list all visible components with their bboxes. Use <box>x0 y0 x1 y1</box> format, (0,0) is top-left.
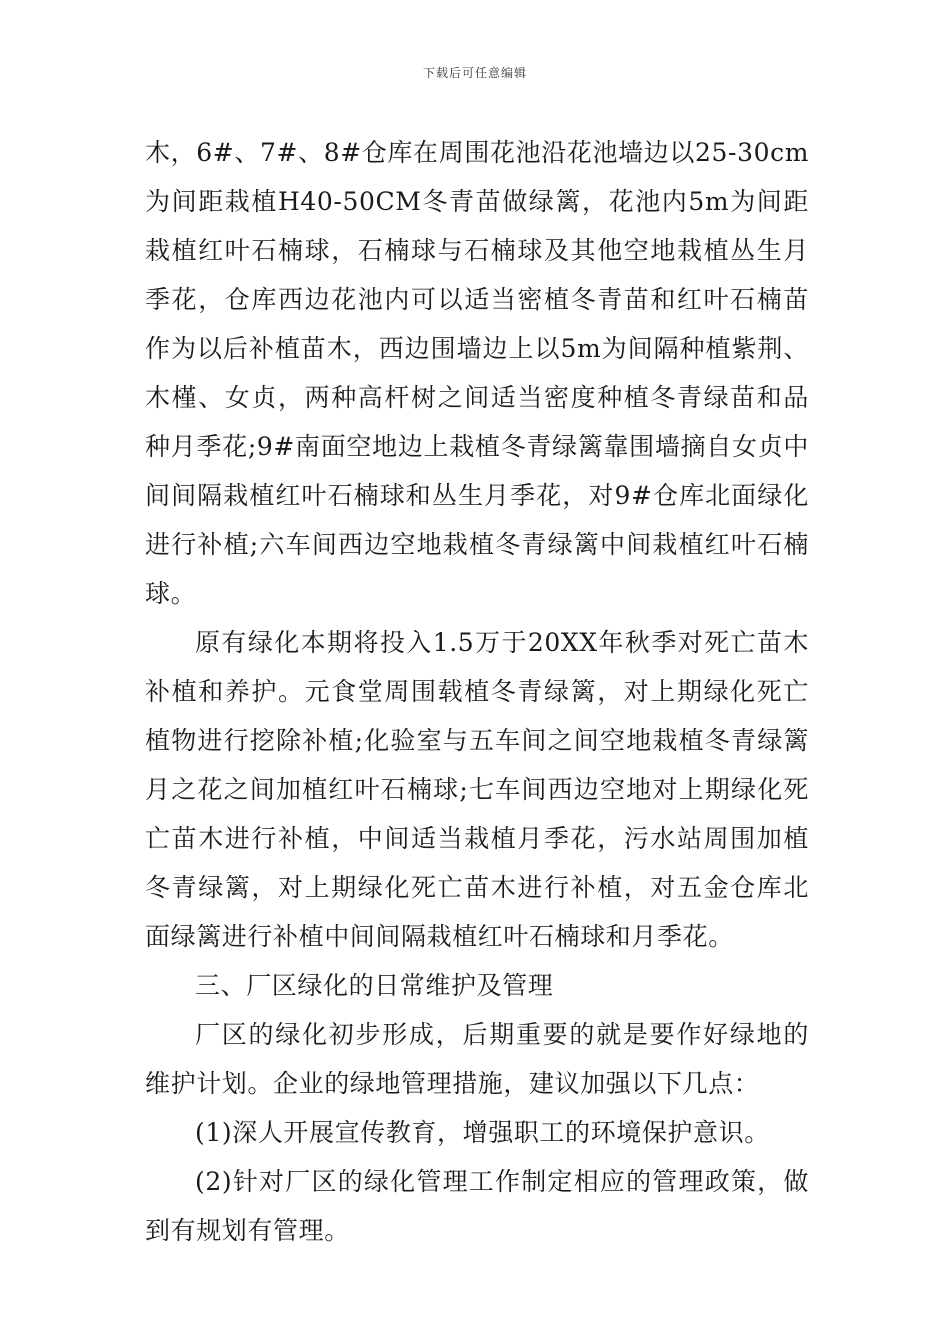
document-body <box>145 128 809 1255</box>
page-header: 下载后可任意编辑 <box>422 66 527 80</box>
list-item-2: (2)针对厂区的绿化管理工作制定相应的管理政策，做到有规划有管理。 <box>145 1167 809 1245</box>
list-item-1: (1)深人开展宣传教育，增强职工的环境保护意识。 <box>195 1118 770 1147</box>
paragraph-continued: 木，6#、7#、8#仓库在周围花池沿花池墙边以25-30cm为间距栽植H40-50CM冬青苗做绿篱，花池内5m为间距栽植红叶石楠球，石楠球与石楠球及其他空地栽植丛生月季花，仓库西边花池内可以适当密植冬青苗和红叶石楠苗作为以后补植苗木，西边围墙边上以5m为间隔种植紫荆、木槿、女贞，两种高杆树之间适当密度种植冬青绿苗和品种月季花;9#南面空地边上栽植冬青绿篱靠围墙摘自女贞中间间隔栽植红叶石楠球和丛生月季花，对9#仓库北面绿化进行补植;六车间西边空地栽植冬青绿篱中间栽植红叶石楠球。 <box>145 138 809 608</box>
paragraph-maintenance-plan: 厂区的绿化初步形成，后期重要的就是要作好绿地的维护计划。企业的绿地管理措施，建议加强以下几点： <box>145 1020 809 1098</box>
section-heading: 三、厂区绿化的日常维护及管理 <box>195 971 554 1000</box>
paragraph-original-greening: 原有绿化本期将投入1.5万于20XX年秋季对死亡苗木补植和养护。元食堂周围载植冬青绿篱，对上期绿化死亡植物进行挖除补植;化验室与五车间之间空地栽植冬青绿篱月之花之间加植红叶石楠球;七车间西边空地对上期绿化死亡苗木进行补植，中间适当栽植月季花，污水站周围加植冬青绿篱，对上期绿化死亡苗木进行补植，对五金仓库北面绿篱进行补植中间间隔栽植红叶石楠球和月季花。 <box>145 628 809 951</box>
